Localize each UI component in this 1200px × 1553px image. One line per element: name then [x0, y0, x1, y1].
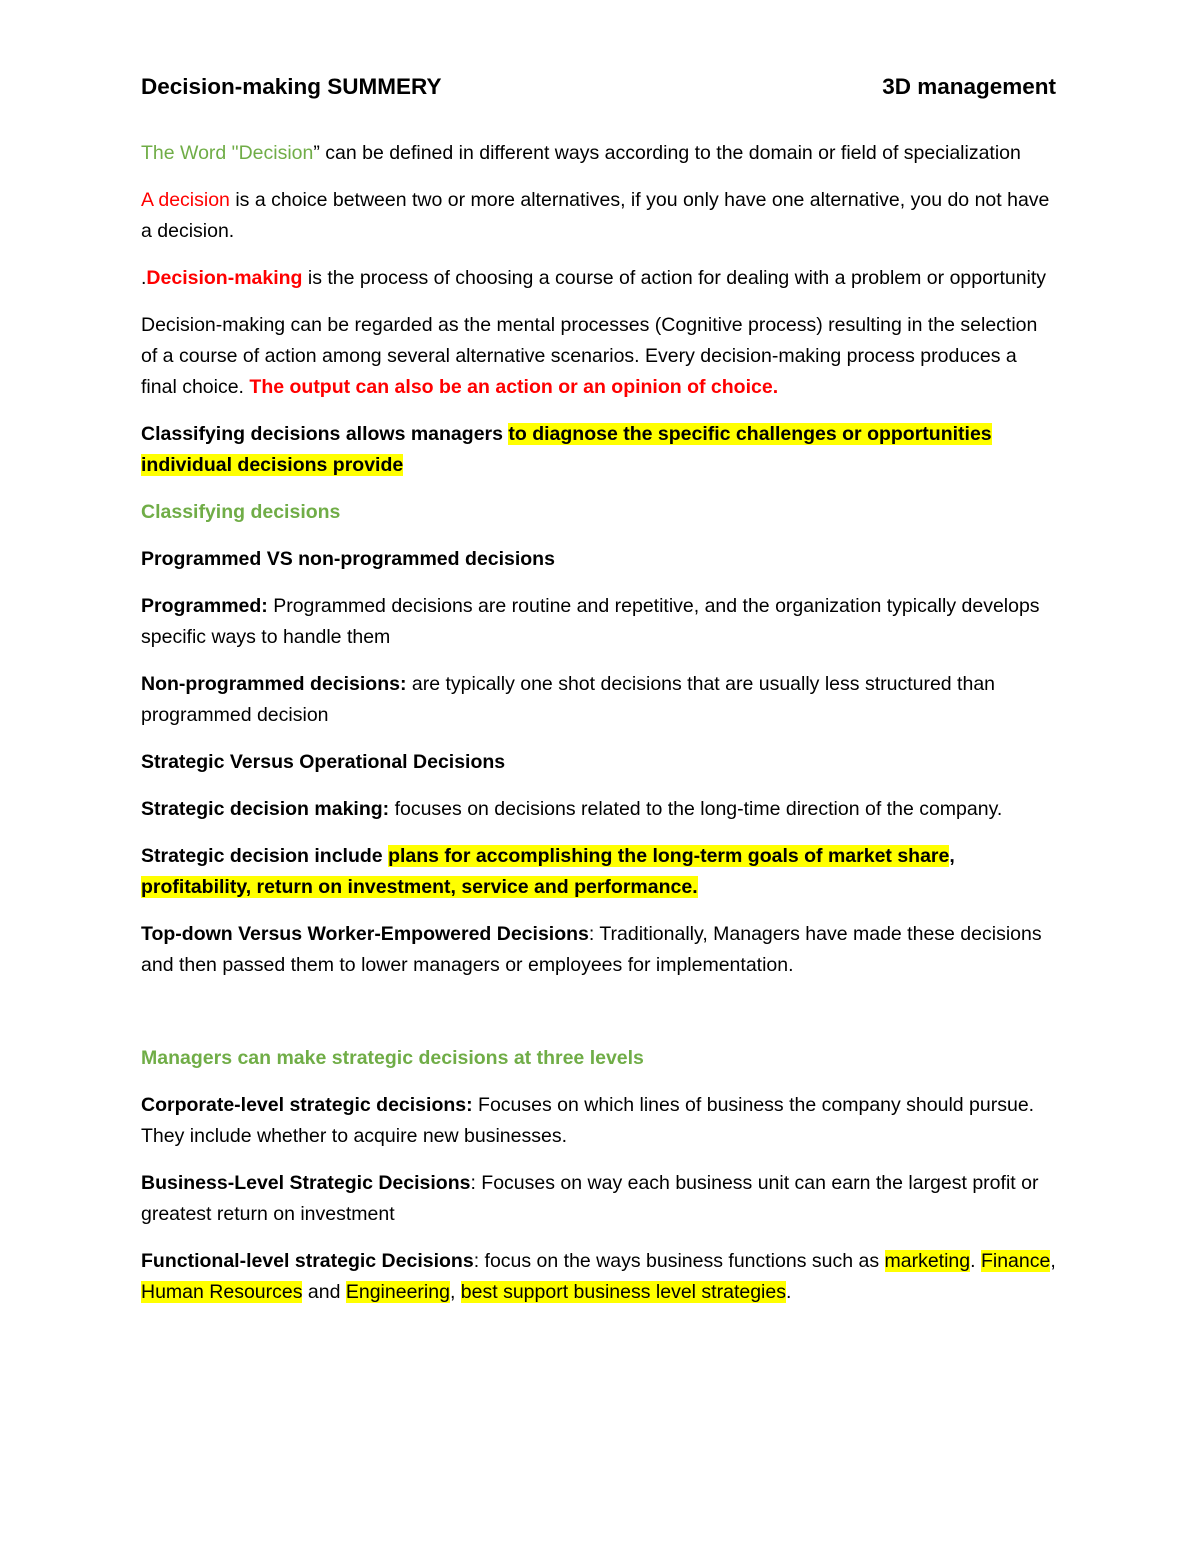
highlight-profitability: profitability, return on investment, service and performance.: [141, 876, 698, 898]
document-title: Decision-making SUMMERY: [141, 74, 442, 99]
output-note: The output can also be an action or an opinion of choice.: [249, 376, 779, 398]
paragraph-classifying-allows: Classifying decisions allows managers to diagnose the specific challenges or opportunities individual decisions provide: [141, 423, 992, 476]
blank-line: [141, 997, 1056, 1043]
paragraph-a-decision: A decision is a choice between two or more alternatives, if you only have one alternative, you do not have a decision.: [141, 189, 1050, 242]
heading-strategic-vs-operational: Strategic Versus Operational Decisions: [141, 751, 506, 773]
document-course: 3D management: [882, 74, 1056, 99]
highlight-finance: Finance: [980, 1250, 1051, 1272]
highlight-best-support: best support business level strategies: [460, 1281, 786, 1303]
highlight-human-resources: Human Resources: [141, 1281, 303, 1303]
document-header: [141, 74, 1056, 108]
paragraph-functional-level: Functional-level strategic Decisions: focus on the ways business functions such as marketing. Finance, Human Resources and Engineering, best support business level strategies.: [141, 1250, 1056, 1303]
paragraph-strategic-making: Strategic decision making: focuses on decisions related to the long-time direction of the company.: [141, 798, 1003, 820]
term-word-decision: The Word "Decision: [141, 142, 314, 164]
term-decision-making: Decision-making: [146, 267, 303, 289]
paragraph-top-down: Top-down Versus Worker-Empowered Decisions: Traditionally, Managers have made these decisions and then passed them to lower managers or employees for implementation.: [141, 923, 1042, 976]
document-page: [141, 74, 1056, 1324]
heading-programmed-vs: Programmed VS non-programmed decisions: [141, 548, 555, 570]
highlight-marketing: marketing: [884, 1250, 971, 1272]
paragraph-strategic-include: Strategic decision include plans for accomplishing the long-term goals of market share, profitability, return on investment, service and performance.: [141, 845, 955, 898]
heading-classifying-decisions: Classifying decisions: [141, 501, 341, 523]
term-a-decision: A decision: [141, 189, 230, 211]
paragraph-non-programmed: Non-programmed decisions: are typically one shot decisions that are usually less structured than programmed decision: [141, 673, 996, 726]
paragraph-business-level: Business-Level Strategic Decisions: Focuses on way each business unit can earn the largest profit or greatest return on investment: [141, 1172, 1039, 1225]
paragraph-mental-processes: Decision-making can be regarded as the mental processes (Cognitive process) resulting in the selection of a course of action among several alternative scenarios. Every decision-making process produces a final choice. The output can also be an action or an opinion of choice.: [141, 314, 1038, 398]
paragraph-corporate-level: Corporate-level strategic decisions: Focuses on which lines of business the company should pursue. They include whether to acquire new businesses.: [141, 1094, 1035, 1147]
highlight-plans: plans for accomplishing the long-term goals of market share: [388, 845, 950, 867]
highlight-diagnose: to diagnose the specific challenges or opportunities individual decisions provide: [141, 423, 992, 476]
paragraph-decision-making: .Decision-making is the process of choosing a course of action for dealing with a problem or opportunity: [141, 267, 1047, 289]
highlight-engineering: Engineering: [345, 1281, 450, 1303]
paragraph-programmed: Programmed: Programmed decisions are routine and repetitive, and the organization typically develops specific ways to handle them: [141, 595, 1040, 648]
heading-three-levels: Managers can make strategic decisions at three levels: [141, 1047, 644, 1069]
paragraph-word-decision: The Word "Decision” can be defined in different ways according to the domain or field of specialization: [141, 142, 1021, 164]
